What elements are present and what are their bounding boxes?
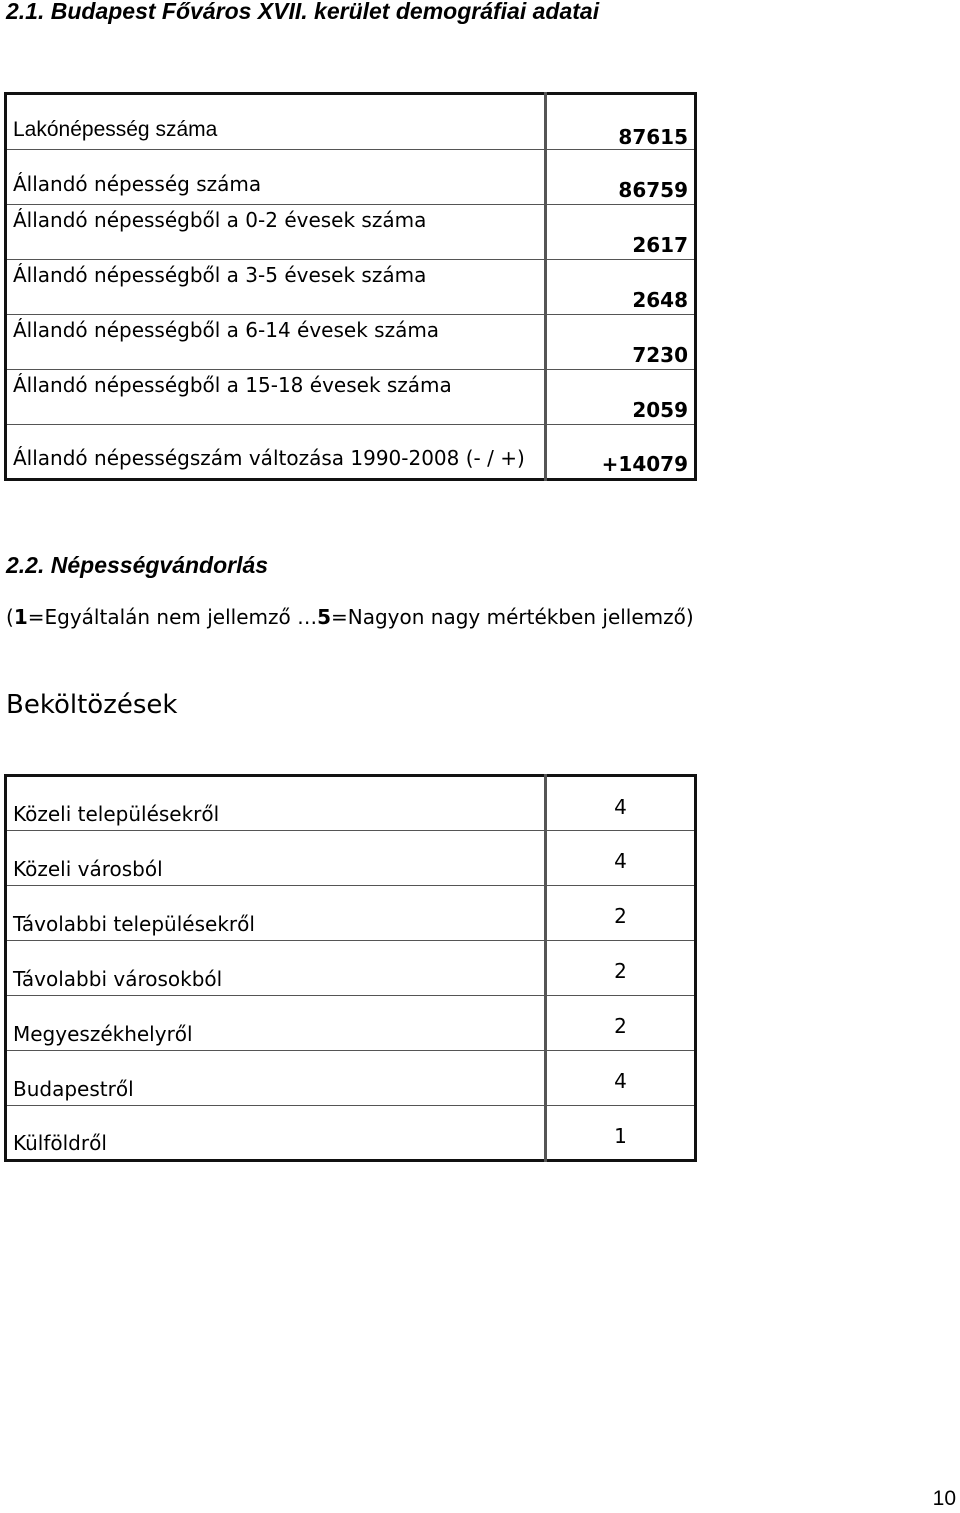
row-label: Állandó népességből a 3-5 évesek száma	[6, 260, 546, 315]
table-row	[6, 831, 696, 886]
row-label: Lakónépesség száma	[6, 94, 546, 150]
table-row	[6, 205, 696, 260]
scale-open: (	[6, 605, 14, 629]
demographics-table	[4, 92, 697, 481]
row-value: 2	[546, 941, 696, 996]
row-value: 2617	[546, 205, 696, 260]
row-label: Állandó népesség száma	[6, 150, 546, 205]
row-value: 1	[546, 1106, 696, 1161]
page-number: 10	[932, 1487, 956, 1510]
table-row	[6, 150, 696, 205]
scale-low-text: =Egyáltalán nem jellemző …	[27, 605, 318, 629]
row-label: Távolabbi városokból	[6, 941, 546, 996]
row-label: Közeli városból	[6, 831, 546, 886]
table-row	[6, 996, 696, 1051]
subsection-title: Beköltözések	[6, 690, 178, 720]
row-value: 2648	[546, 260, 696, 315]
row-label: Közeli településekről	[6, 776, 546, 831]
row-label: Külföldről	[6, 1106, 546, 1161]
row-value: 2	[546, 886, 696, 941]
section-title-migration: 2.2. Népességvándorlás	[6, 552, 269, 578]
row-label: Állandó népességből a 0-2 évesek száma	[6, 205, 546, 260]
scale-high-number: 5	[317, 605, 332, 629]
row-value: 4	[546, 831, 696, 886]
row-label: Távolabbi településekről	[6, 886, 546, 941]
row-value: 4	[546, 1051, 696, 1106]
row-value: +14079	[546, 425, 696, 480]
table-row	[6, 886, 696, 941]
table-row	[6, 776, 696, 831]
row-value: 2	[546, 996, 696, 1051]
table-row	[6, 941, 696, 996]
table-row	[6, 315, 696, 370]
table-row	[6, 1106, 696, 1161]
row-value: 87615	[546, 94, 696, 150]
table-row	[6, 260, 696, 315]
table-row	[6, 1051, 696, 1106]
row-value: 4	[546, 776, 696, 831]
scale-low-number: 1	[13, 605, 28, 629]
section-title-demographics: 2.1. Budapest Főváros XVII. kerület demográfiai adatai	[6, 0, 600, 24]
row-value: 2059	[546, 370, 696, 425]
row-label: Állandó népességből a 15-18 évesek száma	[6, 370, 546, 425]
table-row	[6, 370, 696, 425]
migration-table	[4, 774, 697, 1162]
row-label: Budapestről	[6, 1051, 546, 1106]
scale-legend	[6, 605, 694, 629]
scale-high-text: =Nagyon nagy mértékben jellemző)	[331, 605, 694, 629]
row-value: 86759	[546, 150, 696, 205]
row-label: Állandó népességszám változása 1990-2008 (- / +)	[6, 425, 546, 480]
row-label: Állandó népességből a 6-14 évesek száma	[6, 315, 546, 370]
table-row	[6, 425, 696, 480]
table-row	[6, 94, 696, 150]
row-label: Megyeszékhelyről	[6, 996, 546, 1051]
row-value: 7230	[546, 315, 696, 370]
